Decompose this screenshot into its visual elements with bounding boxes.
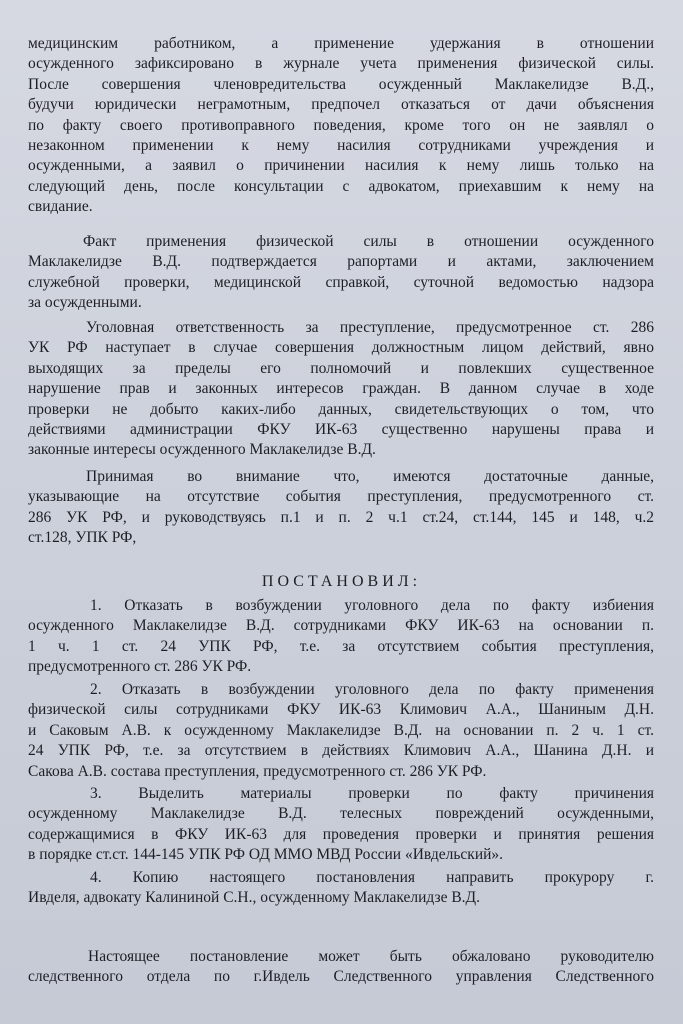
paragraph-grounds	[28, 467, 654, 549]
text-line: незаконном применении к нему насилия сотрудниками учреждения и	[28, 137, 654, 155]
text-line: медицинским работником, а применение удержания в отношении	[28, 35, 654, 52]
text-line: осужденными, а заявил о причинении насилия к нему лишь только на	[28, 157, 654, 175]
text-line: содержащимися в ФКУ ИК-63 для проведения проверки и принятия решения	[28, 825, 654, 843]
text-line: После совершения членовредительства осужденный Маклакелидзе В.Д.,	[28, 75, 654, 93]
text-line: служебной проверки, медицинской справкой, суточной ведомостью надзора	[28, 273, 654, 291]
resolution-item-4	[28, 868, 654, 909]
text-line: ст.128, УПК РФ,	[28, 529, 137, 547]
text-line: действиями администрации ФКУ ИК-63 существенно нарушены права и	[28, 421, 654, 439]
text-line: по факту своего противоправного поведения, кроме того он не заявлял о	[28, 116, 654, 134]
text-line: УК РФ наступает в случае совершения должностным лицом действий, явно	[28, 339, 654, 357]
text-line: следующий день, после консультации с адвокатом, приехавшим к нему на	[28, 177, 654, 195]
text-line: 1. Отказать в возбуждении уголовного дела по факту избиения	[90, 597, 654, 614]
paragraph-injury-context	[28, 34, 654, 218]
text-line: 286 УК РФ, и руководствуясь п.1 и п. 2 ч.1 ст.24, ст.144, 145 и 148, ч.2	[28, 508, 654, 526]
text-line: осужденного Маклакелидзе В.Д. сотрудниками ФКУ ИК-63 на основании п.	[28, 617, 654, 635]
resolution-heading: ПОСТАНОВИЛ:	[261, 573, 422, 590]
text-line: Принимая во внимание что, имеются достаточные данные,	[86, 468, 654, 485]
text-line: в порядке ст.ст. 144-145 УПК РФ ОД ММО МВД России «Ивдельский».	[28, 846, 504, 864]
text-line: будучи юридически неграмотным, предпочел отказаться от дачи объяснения	[28, 96, 654, 114]
resolution-item-3	[28, 784, 654, 866]
text-line: 3. Выделить материалы проверки по факту причинения	[90, 785, 654, 802]
paragraph-force-confirmed	[28, 232, 654, 314]
paragraph-criminal-liability	[28, 318, 654, 461]
text-line: следственного отдела по г.Ивдель Следственного управления Следственного	[28, 968, 654, 986]
text-line: Факт применения физической силы в отношении осужденного	[83, 233, 654, 250]
text-line: 4. Копию настоящего постановления направить прокурору г.	[90, 869, 654, 886]
text-line: законные интересы осужденного Маклакелидзе В.Д.	[28, 441, 376, 459]
text-line: указывающие на отсутствие события преступления, предусмотренного ст.	[28, 488, 654, 506]
text-line: Настоящее постановление может быть обжаловано руководителю	[88, 948, 654, 965]
appeal-paragraph	[28, 947, 654, 988]
text-line: Сакова А.В. состава преступления, предусмотренного ст. 286 УК РФ.	[28, 762, 487, 780]
text-line: и Саковым А.В. к осужденному Маклакелидзе В.Д. на основании п. 2 ч. 1 ст.	[28, 721, 654, 739]
text-line: нарушение прав и законных интересов граждан. В данном случае в ходе	[28, 380, 654, 398]
resolution-item-2	[28, 680, 654, 782]
resolution-item-1	[28, 596, 654, 678]
text-line: выходящих за пределы его полномочий и повлекших существенное	[28, 359, 654, 377]
text-line: Уголовная ответственность за преступление, предусмотренное ст. 286	[86, 319, 654, 336]
text-line: Маклакелидзе В.Д. подтверждается рапортами и актами, заключением	[28, 253, 654, 271]
text-line: 24 УПК РФ, т.е. за отсутствием в действиях Климович А.А., Шанина Д.Н. и	[28, 742, 654, 760]
text-line: физической силы сотрудниками ФКУ ИК-63 Климович А.А., Шаниным Д.Н.	[28, 701, 654, 719]
text-line: 1 ч. 1 ст. 24 УПК РФ, т.е. за отсутствием события преступления,	[28, 637, 654, 655]
text-line: Ивделя, адвокату Калининой С.Н., осужденному Маклакелидзе В.Д.	[28, 889, 481, 907]
text-line: за осужденными.	[28, 294, 142, 312]
text-line: 2. Отказать в возбуждении уголовного дела по факту применения	[90, 681, 654, 698]
text-line: предусмотренного ст. 286 УК РФ.	[28, 658, 252, 676]
text-line: проверки не добыто каких-либо данных, свидетельствующих о том, что	[28, 400, 654, 418]
text-line: осужденного зафиксировано в журнале учета применения физической силы.	[28, 55, 654, 73]
text-line: свидание.	[28, 198, 93, 216]
text-line: осужденному Маклакелидзе В.Д. телесных повреждений осужденными,	[28, 805, 654, 823]
